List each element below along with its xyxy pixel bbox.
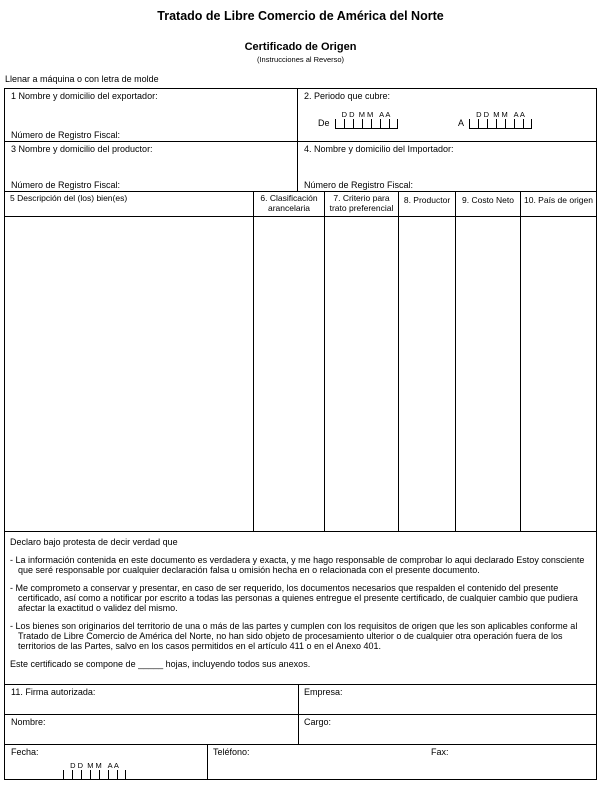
form-title: Tratado de Libre Comercio de América del Norte <box>157 9 444 23</box>
preference-criterion-cell[interactable] <box>325 217 399 531</box>
exporter-tax-id-label: Número de Registro Fiscal: <box>11 130 121 140</box>
period-from-label: De <box>318 118 330 128</box>
declaration-section <box>5 531 596 684</box>
company-label: Empresa: <box>304 687 343 697</box>
period-to-field <box>469 110 532 129</box>
producer-box[interactable] <box>5 142 298 191</box>
goods-table-header <box>5 191 596 216</box>
col-header-country-of-origin: 10. País de origen <box>524 195 593 205</box>
title-label: Cargo: <box>304 717 332 727</box>
date-to-comb[interactable] <box>469 119 532 129</box>
title-box[interactable] <box>299 715 596 744</box>
declaration-intro: Declaro bajo protesta de decir verdad que <box>10 537 178 547</box>
declaration-item: - La información contenida en este documento es verdadera y exacta, y me hago responsable de comprobar lo aqui declarado Estoy consciente que seré responsable por cualquier declaración falsa u omisión hecha en o relacionada con el presente documento. <box>10 555 585 575</box>
date-comb[interactable] <box>63 770 126 779</box>
period-from-group <box>318 110 398 129</box>
importer-tax-id-label: Número de Registro Fiscal: <box>304 180 414 190</box>
authorized-signature-label: 11. Firma autorizada: <box>11 687 96 697</box>
date-format-label: D D M M A A <box>70 761 119 770</box>
description-cell[interactable] <box>5 217 254 531</box>
row-signature-company <box>5 684 596 714</box>
name-label: Nombre: <box>11 717 46 727</box>
period-from-field <box>335 110 398 129</box>
period-to-date-format: D D M M A A <box>476 110 525 119</box>
net-cost-cell[interactable] <box>456 217 521 531</box>
col-header-net-cost: 9. Costo Neto <box>456 192 521 216</box>
col-header-producer: 8. Productor <box>399 192 456 216</box>
exporter-box[interactable] <box>5 89 298 141</box>
date-label: Fecha: <box>11 747 39 757</box>
period-label: 2. Periodo que cubre: <box>304 91 391 101</box>
tariff-classification-cell[interactable] <box>254 217 325 531</box>
importer-label: 4. Nombre y domicilio del Importador: <box>304 144 454 154</box>
fax-label: Fax: <box>431 747 449 757</box>
authorized-signature-box[interactable] <box>5 685 299 714</box>
date-field <box>63 761 126 779</box>
row-exporter-period <box>5 89 596 141</box>
producer-tax-id-label: Número de Registro Fiscal: <box>11 180 121 190</box>
declaration-item: - Los bienes son originarios del territorio de una o más de las partes y cumplen con los requisitos de origen que les son aplicables conforme al Tratado de Libre Comercio de América del Norte, no han sido objeto de procesamiento ulterior o de cualquier otra operación fuera de los territorios de las Partes, salvo en los casos permitidos en el artículo 411 o en el Anexo 401. <box>10 621 578 651</box>
phone-label: Teléfono: <box>213 747 250 757</box>
fill-instruction: Llenar a máquina o con letra de molde <box>5 74 159 84</box>
period-to-label: A <box>458 118 465 128</box>
country-of-origin-cell[interactable] <box>521 217 596 531</box>
company-box[interactable] <box>299 685 596 714</box>
phone-fax-box[interactable] <box>208 745 596 779</box>
declaration-item: - Me comprometo a conservar y presentar, en caso de ser requerido, los documentos necesarios que respalden el contenido del presente certificado, así como a notificar por escrito a todas las personas a quienes entregue el presente certificado, de cualquier cambio que pudiera afectar la exactitud o validez del mismo. <box>10 583 578 613</box>
period-to-group <box>458 110 532 129</box>
importer-box[interactable] <box>298 142 596 191</box>
form-border <box>4 88 597 780</box>
date-from-comb[interactable] <box>335 119 398 129</box>
form-subtitle: Certificado de Origen <box>244 41 357 53</box>
col-header-preference-criterion: 7. Criterio para trato preferencial <box>325 192 399 216</box>
date-box <box>5 745 208 779</box>
goods-table-body <box>5 216 596 531</box>
col-header-description: 5 Descripción del (los) bien(es) <box>5 192 254 216</box>
name-box[interactable] <box>5 715 299 744</box>
instructions-note: (Instrucciones al Reverso) <box>256 55 345 64</box>
period-from-date-format: D D M M A A <box>341 110 391 119</box>
row-date-phone-fax <box>5 744 596 779</box>
producer-label: 3 Nombre y domicilio del productor: <box>11 144 153 154</box>
period-box <box>298 89 596 141</box>
col-header-tariff-classification: 6. Clasificación arancelaria <box>254 192 325 216</box>
exporter-label: 1 Nombre y domicilio del exportador: <box>11 91 158 101</box>
row-producer-importer <box>5 141 596 191</box>
declaration-pages-line[interactable]: Este certificado se compone de _____ hojas, incluyendo todos sus anexos. <box>10 659 311 669</box>
producer-cell[interactable] <box>399 217 456 531</box>
row-name-title <box>5 714 596 744</box>
